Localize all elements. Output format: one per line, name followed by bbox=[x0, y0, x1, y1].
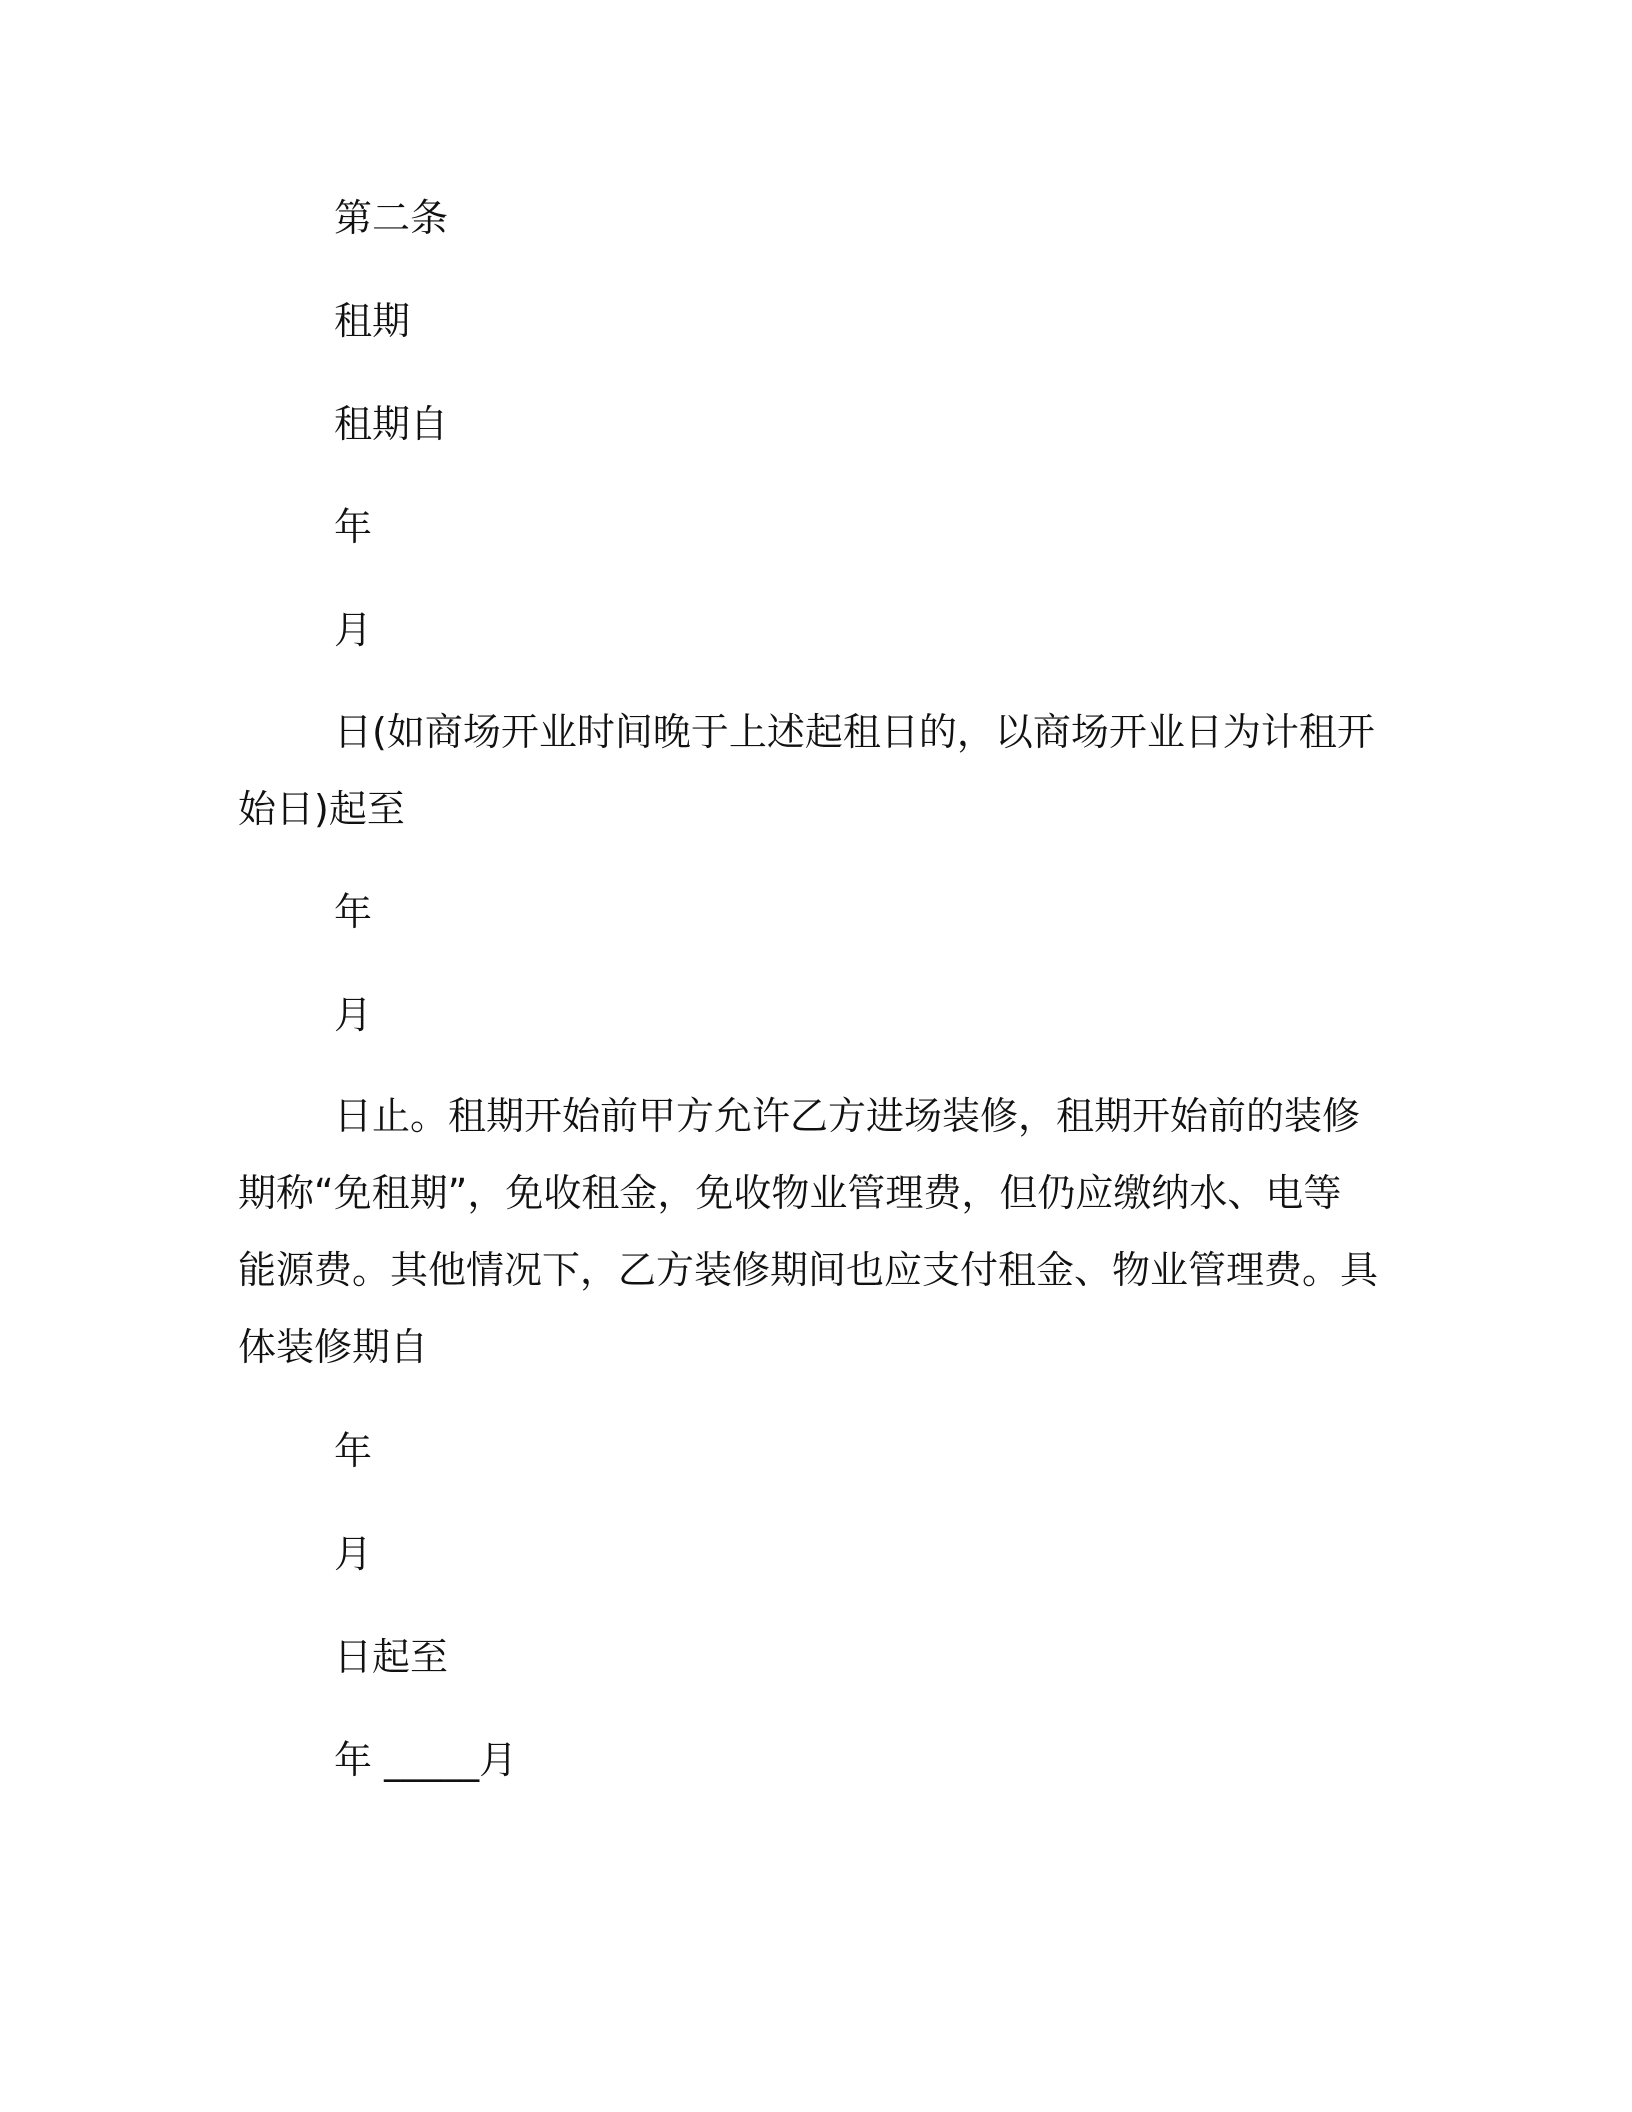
text-line-month: 月 bbox=[334, 608, 373, 652]
text-line-year-3: 年 bbox=[334, 1429, 373, 1473]
text-line-year: 年 bbox=[334, 505, 373, 549]
text-line-year-2: 年 bbox=[334, 890, 373, 934]
section-title-lease-term: 租期 bbox=[334, 299, 411, 343]
text-line-month-3: 月 bbox=[334, 1532, 373, 1576]
article-heading: 第二条 bbox=[334, 196, 449, 240]
text-line-lease-from: 租期自 bbox=[334, 402, 449, 446]
text-line-month-2: 月 bbox=[334, 993, 373, 1037]
text-line-day-until: 日起至 bbox=[334, 1635, 449, 1679]
paragraph-start-date-clause: 日(如商场开业时间晚于上述起租日的，以商场开业日为计租开始日)起至 bbox=[238, 710, 1375, 831]
text-line-year-month-blank: 年 _____月 bbox=[334, 1738, 518, 1782]
paragraph-renovation-clause: 日止。租期开始前甲方允许乙方进场装修，租期开始前的装修期称“免租期”，免收租金，免收物业管理费，但仍应缴纳水、电等能源费。其他情况下，乙方装修期间也应支付租金、物业管理费。具体装修期自 bbox=[238, 1094, 1379, 1369]
